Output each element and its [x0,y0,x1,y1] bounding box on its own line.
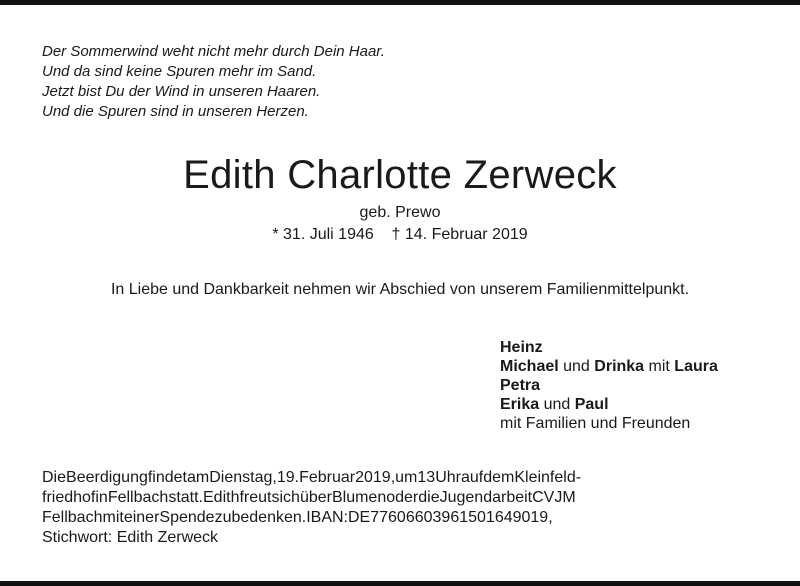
mourner-connector: und [539,396,575,413]
mourner-name: Heinz [500,339,543,356]
mourners-list [500,338,718,433]
mourner-name: Petra [500,377,541,394]
mourner-row [500,357,718,376]
mourner-connector: mit [644,358,675,375]
mourner-row [500,395,718,414]
poem [42,42,385,122]
mourner-name: Erika [500,396,540,413]
mourner-row [500,414,718,433]
mourner-connector: und [558,358,595,375]
mourner-name: Laura [674,358,718,375]
funeral-details [42,468,758,548]
funeral-line: friedhofinFellbachstatt.EdithfreutsichüberBlumenoderdieJugendarbeitCVJM [42,489,576,506]
funeral-line: Stichwort: Edith Zerweck [42,529,219,546]
funeral-line: DieBeerdigungfindetamDienstag,19.Februar2019,um13UhraufdemKleinfeld- [42,469,582,486]
poem-line: Und da sind keine Spuren mehr im Sand. [42,63,317,80]
life-dates: * 31. Juli 1946 † 14. Februar 2019 [272,226,528,243]
farewell-text: In Liebe und Dankbarkeit nehmen wir Abschied von unserem Familienmittelpunkt. [110,281,690,298]
mourner-row [500,338,718,357]
mourner-extended-family: mit Familien und Freunden [500,415,691,432]
poem-line: Jetzt bist Du der Wind in unseren Haaren. [42,83,321,100]
mourner-name: Michael [500,358,559,375]
funeral-line: FellbachmiteinerSpendezubedenken.IBAN:DE77606603961501649019, [42,509,553,526]
mourner-name: Paul [574,396,609,413]
poem-line: Und die Spuren sind in unseren Herzen. [42,103,309,120]
poem-line: Der Sommerwind weht nicht mehr durch Dein Haar. [42,43,385,60]
maiden-name: geb. Prewo [359,204,441,221]
mourner-name: Drinka [594,358,645,375]
deceased-name: Edith Charlotte Zerweck [183,153,617,197]
mourner-row [500,376,718,395]
